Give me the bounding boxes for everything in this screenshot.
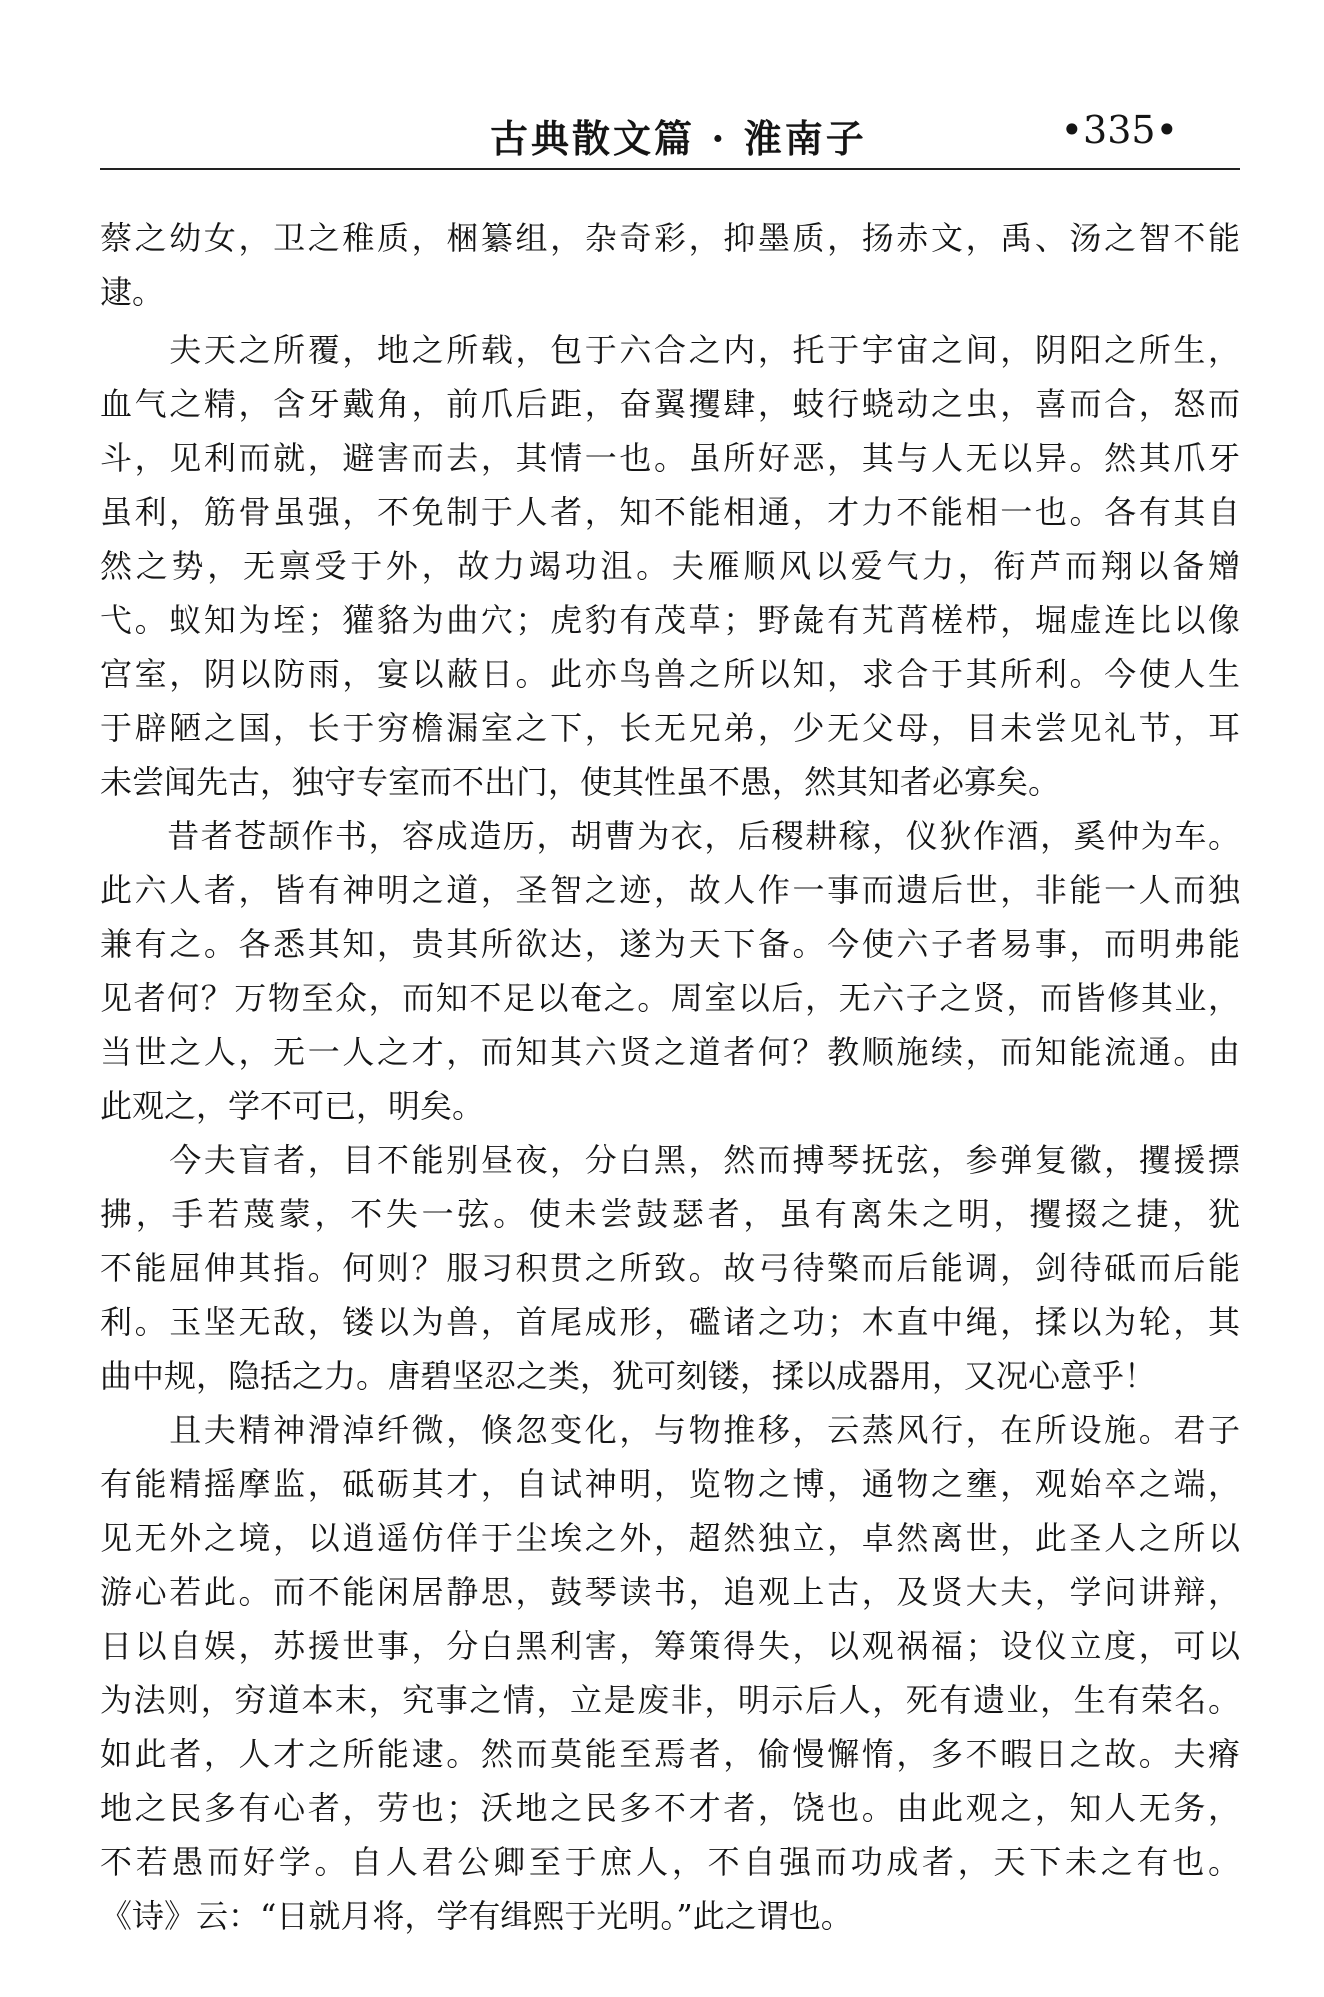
page-header xyxy=(100,100,1240,162)
text-line: 然之势，无禀受于外，故力竭功沮。夫雁顺风以爱气力，衔芦而翔以备矰 xyxy=(100,547,1240,585)
text-line: 逮。 xyxy=(100,273,165,311)
body-text xyxy=(100,211,1240,1943)
text-line: 此六人者，皆有神明之道，圣智之迹，故人作一事而遗后世，非能一人而独 xyxy=(100,871,1240,909)
text-line: 如此者，人才之所能逮。然而莫能至焉者，偷慢懈惰，多不暇日之故。夫瘠 xyxy=(100,1735,1240,1773)
text-line: 不能屈伸其指。何则？服习积贯之所致。故弓待檠而后能调，剑待砥而后能 xyxy=(100,1249,1240,1287)
text-line: 利。玉坚无敌，镂以为兽，首尾成形，礛诸之功；木直中绳，揉以为轮，其 xyxy=(100,1303,1240,1341)
text-line: 见无外之境，以逍遥仿佯于尘埃之外，超然独立，卓然离世，此圣人之所以 xyxy=(100,1519,1240,1557)
paragraph-first-line: 今夫盲者，目不能别昼夜，分白黑，然而搏琴抚弦，参弹复徽，攫援摽 xyxy=(100,1141,1240,1179)
text-line: 此观之，学不可已，明矣。 xyxy=(100,1087,485,1125)
running-title: 古典散文篇 · 淮南子 xyxy=(490,116,867,161)
text-line: 宫室，阴以防雨，宴以蔽日。此亦鸟兽之所以知，求合于其所利。今使人生 xyxy=(100,655,1240,693)
text-line: 《诗》云：“日就月将，学有缉熙于光明。”此之谓也。 xyxy=(100,1897,853,1935)
text-line: 斗，见利而就，避害而去，其情一也。虽所好恶，其与人无以异。然其爪牙 xyxy=(100,439,1240,477)
text-line: 为法则，穷道本末，究事之情，立是废非，明示后人，死有遗业，生有荣名。 xyxy=(100,1681,1240,1719)
text-line: 游心若此。而不能闲居静思，鼓琴读书，追观上古，及贤大夫，学问讲辩， xyxy=(100,1573,1240,1611)
text-line: 不若愚而好学。自人君公卿至于庶人，不自强而功成者，天下未之有也。 xyxy=(100,1843,1240,1881)
text-line: 曲中规，隐括之力。唐碧坚忍之类，犹可刻镂，揉以成器用，又况心意乎！ xyxy=(100,1357,1157,1395)
text-line: 有能精摇摩监，砥砺其才，自试神明，览物之博，通物之壅，观始卒之端， xyxy=(100,1465,1240,1503)
text-line: 拂，手若蔑蒙，不失一弦。使未尝鼓瑟者，虽有离朱之明，攫掇之捷，犹 xyxy=(100,1195,1240,1233)
text-line: 虽利，筋骨虽强，不免制于人者，知不能相通，才力不能相一也。各有其自 xyxy=(100,493,1240,531)
paragraph-first-line: 且夫精神滑淖纤微，倏忽变化，与物推移，云蒸风行，在所设施。君子 xyxy=(100,1411,1240,1449)
header-rule xyxy=(100,168,1240,170)
text-line: 日以自娱，苏援世事，分白黑利害，筹策得失，以观祸福；设仪立度，可以 xyxy=(100,1627,1240,1665)
text-line: 弋。蚁知为垤；獾貉为曲穴；虎豹有茂草；野彘有艽莦槎栉，堀虚连比以像 xyxy=(100,601,1240,639)
text-line: 见者何？万物至众，而知不足以奄之。周室以后，无六子之贤，而皆修其业， xyxy=(100,979,1240,1017)
text-line: 未尝闻先古，独守专室而不出门，使其性虽不愚，然其知者必寡矣。 xyxy=(100,763,1061,801)
paragraph-first-line: 昔者苍颉作书，容成造历，胡曹为衣，后稷耕稼，仪狄作酒，奚仲为车。 xyxy=(100,817,1240,855)
text-line: 血气之精，含牙戴角，前爪后距，奋翼攫肆，蚑行蛲动之虫，喜而合，怒而 xyxy=(100,385,1240,423)
text-line: 当世之人，无一人之才，而知其六贤之道者何？教顺施续，而知能流通。由 xyxy=(100,1033,1240,1071)
text-line: 兼有之。各悉其知，贵其所欲达，遂为天下备。今使六子者易事，而明弗能 xyxy=(100,925,1240,963)
text-line: 蔡之幼女，卫之稚质，梱纂组，杂奇彩，抑墨质，扬赤文，禹、汤之智不能 xyxy=(100,219,1240,257)
page-number: •335• xyxy=(1060,108,1178,152)
paragraph-first-line: 夫天之所覆，地之所载，包于六合之内，托于宇宙之间，阴阳之所生， xyxy=(100,331,1240,369)
text-line: 地之民多有心者，劳也；沃地之民多不才者，饶也。由此观之，知人无务， xyxy=(100,1789,1240,1827)
text-line: 于辟陋之国，长于穷檐漏室之下，长无兄弟，少无父母，目未尝见礼节，耳 xyxy=(100,709,1240,747)
